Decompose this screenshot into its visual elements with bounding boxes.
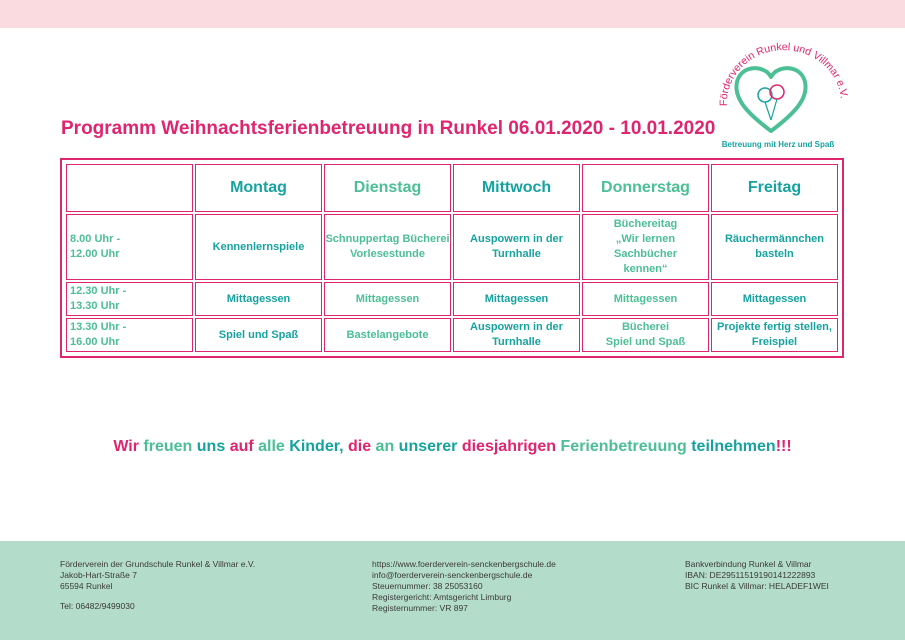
top-band — [0, 0, 905, 28]
footer — [0, 541, 905, 640]
logo — [705, 38, 855, 153]
slogan — [0, 438, 905, 456]
activity-cell: Büchereitag „Wir lernen Sachbücher kennen“ — [582, 214, 709, 280]
activity-cell: Spiel und Spaß — [195, 318, 322, 352]
activity-cell: Projekte fertig stellen, Freispiel — [711, 318, 838, 352]
time-cell: 13.30 Uhr - 16.00 Uhr — [66, 318, 193, 352]
footer-phone: Tel: 06482/9499030 — [60, 601, 135, 611]
activity-cell: Räuchermännchen basteln — [711, 214, 838, 280]
slogan-word: Ferienbetreuung — [560, 438, 687, 455]
activity-cell: Mittagessen — [324, 282, 451, 316]
slogan-word: !!! — [775, 438, 792, 455]
day-header: Freitag — [711, 164, 838, 212]
activity-cell: Mittagessen — [711, 282, 838, 316]
slogan-word: freuen — [143, 438, 193, 455]
slogan-word: uns — [196, 438, 226, 455]
schedule-table — [60, 158, 844, 358]
time-cell: 8.00 Uhr - 12.00 Uhr — [66, 214, 193, 280]
slogan-word: auf — [229, 438, 254, 455]
page-title: Programm Weihnachtsferienbetreuung in Runkel 06.01.2020 - 10.01.2020 — [61, 118, 716, 139]
slogan-word: diesjahrigen — [461, 438, 557, 455]
activity-cell: Mittagessen — [582, 282, 709, 316]
slogan-word: Wir — [113, 438, 139, 455]
activity-cell: Bastelangebote — [324, 318, 451, 352]
activity-cell: Mittagessen — [195, 282, 322, 316]
slogan-word: teilnehmen — [691, 438, 776, 455]
logo-tagline: Betreuung mit Herz und Spaß — [721, 140, 835, 149]
activity-cell: Bücherei Spiel und Spaß — [582, 318, 709, 352]
email-link[interactable]: info@foerderverein-senckenbergschule.de — [372, 570, 533, 580]
logo-name: Förderverein Runkel und Villmar e.V. — [717, 41, 850, 107]
footer-address: Förderverein der Grundschule Runkel & Villmar e.V. Jakob-Hart-Straße 7 65594 Runkel Tel: 06482/9499030 — [60, 559, 256, 611]
slogan-word: unserer — [398, 438, 458, 455]
slogan-word: an — [375, 438, 395, 455]
footer-contact: https://www.foerderverein-senckenbergschule.de info@foerderverein-senckenbergschule.de Steuernummer: 38 25053160 Registergericht: Amtsgericht Limburg Registernummer: VR 897 — [372, 559, 556, 613]
activity-cell: Kennenlernspiele — [195, 214, 322, 280]
corner-cell — [66, 164, 193, 212]
time-cell: 12.30 Uhr - 13.30 Uhr — [66, 282, 193, 316]
slogan-word: alle — [258, 438, 285, 455]
activity-cell: Auspowern in der Turnhalle — [453, 318, 580, 352]
footer-bank: Bankverbindung Runkel & Villmar IBAN: DE29511519190141222893 BIC Runkel & Villmar: HELADEF1WEI — [685, 559, 829, 591]
slogan-word: Kinder, — [289, 438, 344, 455]
activity-cell: Schnuppertag Bücherei Vorlesestunde — [324, 214, 451, 280]
activity-cell: Auspowern in der Turnhalle — [453, 214, 580, 280]
day-header: Mittwoch — [453, 164, 580, 212]
slogan-word: die — [347, 438, 372, 455]
day-header: Montag — [195, 164, 322, 212]
day-header: Dienstag — [324, 164, 451, 212]
website-link[interactable]: https://www.foerderverein-senckenbergschule.de — [372, 559, 556, 569]
day-header: Donnerstag — [582, 164, 709, 212]
activity-cell: Mittagessen — [453, 282, 580, 316]
